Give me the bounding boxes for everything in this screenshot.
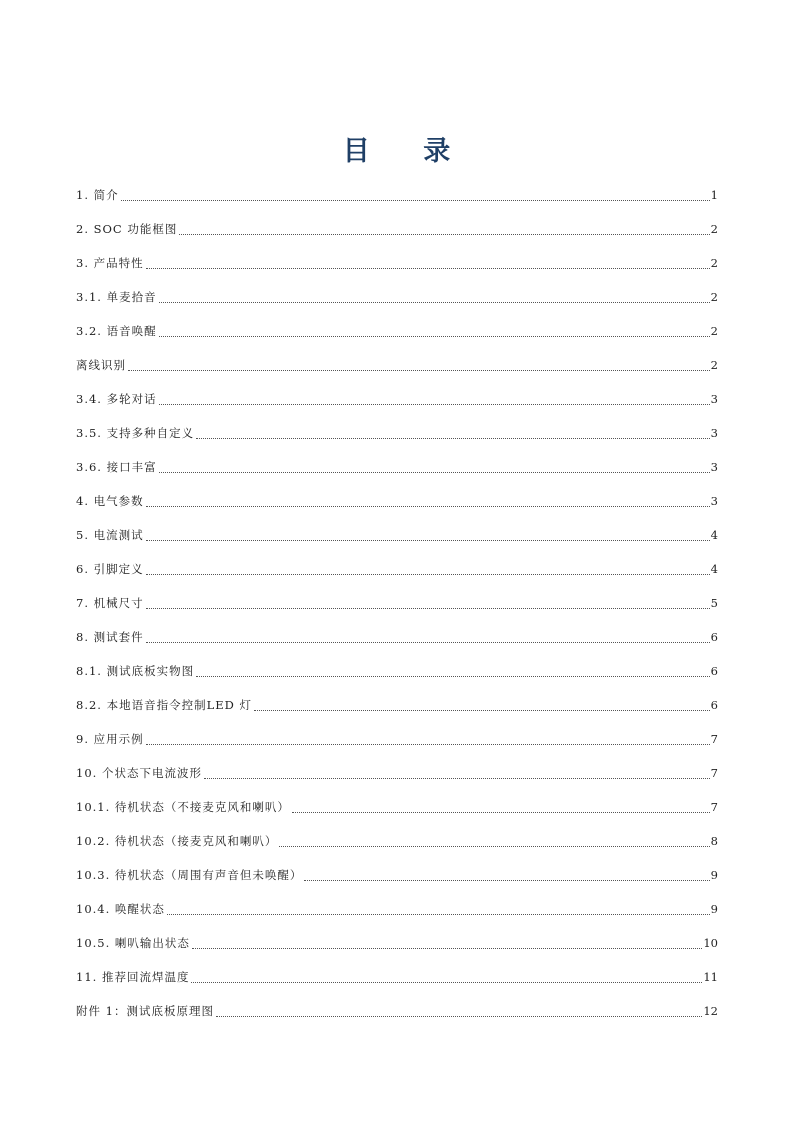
toc-page-number: 6: [710, 630, 718, 644]
toc-entry-label: 8. 测试套件: [76, 630, 144, 644]
toc-entry-label: 7. 机械尺寸: [76, 596, 144, 610]
toc-page-number: 1: [710, 188, 718, 202]
toc-dot-leader: [254, 709, 710, 711]
toc-entry-label: 10. 个状态下电流波形: [76, 766, 202, 780]
toc-dot-leader: [146, 607, 710, 609]
toc-entry-label: 附件 1：测试底板原理图: [76, 1004, 214, 1018]
toc-entry[interactable]: [76, 824, 718, 858]
toc-entry[interactable]: [76, 212, 718, 246]
toc-page-number: 6: [710, 698, 718, 712]
toc-entry[interactable]: [76, 552, 718, 586]
toc-dot-leader: [146, 505, 710, 507]
toc-dot-leader: [196, 437, 710, 439]
toc-dot-leader: [146, 743, 710, 745]
toc-entry[interactable]: [76, 450, 718, 484]
toc-dot-leader: [159, 471, 710, 473]
toc-entry[interactable]: [76, 892, 718, 926]
toc-entry[interactable]: [76, 518, 718, 552]
toc-entry-label: 3.1. 单麦拾音: [76, 290, 157, 304]
toc-dot-leader: [159, 403, 710, 405]
toc-dot-leader: [191, 981, 702, 983]
toc-entry[interactable]: [76, 722, 718, 756]
toc-page-number: 6: [710, 664, 718, 678]
toc-entry[interactable]: [76, 348, 718, 382]
toc-entry[interactable]: [76, 280, 718, 314]
toc-entry[interactable]: [76, 178, 718, 212]
toc-page-number: 9: [710, 868, 718, 882]
toc-dot-leader: [192, 947, 702, 949]
toc-entry[interactable]: [76, 994, 718, 1028]
toc-page-number: 2: [710, 358, 718, 372]
toc-entry[interactable]: [76, 416, 718, 450]
toc-entry-label: 3.5. 支持多种自定义: [76, 426, 195, 440]
toc-page-number: 3: [710, 392, 718, 406]
toc-entry-label: 4. 电气参数: [76, 494, 144, 508]
toc-page-number: 2: [710, 222, 718, 236]
toc-entry-label: 10.5. 喇叭输出状态: [76, 936, 190, 950]
toc-page-number: 11: [703, 970, 718, 984]
toc-entry-label: 8.2. 本地语音指令控制LED 灯: [76, 698, 253, 712]
toc-entry[interactable]: [76, 790, 718, 824]
toc-entry[interactable]: [76, 926, 718, 960]
toc-page-number: 4: [710, 528, 718, 542]
toc-entry[interactable]: [76, 688, 718, 722]
toc-page-number: 2: [710, 256, 718, 270]
toc-dot-leader: [196, 675, 710, 677]
toc-entry[interactable]: [76, 586, 718, 620]
toc-entry-label: 3.4. 多轮对话: [76, 392, 157, 406]
toc-dot-leader: [146, 539, 710, 541]
toc-page-number: 7: [710, 800, 718, 814]
toc-entry-label: 5. 电流测试: [76, 528, 144, 542]
toc-entry[interactable]: [76, 858, 718, 892]
toc-entry[interactable]: [76, 246, 718, 280]
toc-entry-label: 8.1. 测试底板实物图: [76, 664, 195, 678]
toc-page-number: 3: [710, 426, 718, 440]
table-of-contents: [76, 178, 718, 1028]
toc-dot-leader: [216, 1015, 702, 1017]
toc-dot-leader: [121, 199, 710, 201]
toc-entry[interactable]: [76, 484, 718, 518]
toc-entry-label: 9. 应用示例: [76, 732, 144, 746]
toc-entry-label: 离线识别: [76, 358, 126, 372]
toc-page-number: 7: [710, 732, 718, 746]
toc-dot-leader: [179, 233, 709, 235]
toc-page-number: 8: [710, 834, 718, 848]
toc-entry-label: 3. 产品特性: [76, 256, 144, 270]
toc-entry[interactable]: [76, 314, 718, 348]
toc-page-number: 2: [710, 324, 718, 338]
toc-entry-label: 10.1. 待机状态（不接麦克风和喇叭）: [76, 800, 290, 814]
toc-entry-label: 6. 引脚定义: [76, 562, 144, 576]
toc-entry-label: 3.6. 接口丰富: [76, 460, 157, 474]
toc-page-number: 12: [703, 1004, 718, 1018]
toc-page-number: 2: [710, 290, 718, 304]
toc-dot-leader: [128, 369, 710, 371]
toc-page-number: 3: [710, 460, 718, 474]
toc-entry[interactable]: [76, 620, 718, 654]
toc-title: 目 录: [342, 136, 473, 167]
toc-entry-label: 3.2. 语音唤醒: [76, 324, 157, 338]
toc-entry-label: 10.4. 唤醒状态: [76, 902, 165, 916]
toc-dot-leader: [159, 335, 710, 337]
toc-entry[interactable]: [76, 756, 718, 790]
toc-page-number: 5: [710, 596, 718, 610]
toc-page-number: 3: [710, 494, 718, 508]
toc-entry[interactable]: [76, 654, 718, 688]
toc-dot-leader: [304, 879, 709, 881]
toc-page-number: 7: [710, 766, 718, 780]
toc-dot-leader: [292, 811, 710, 813]
toc-dot-leader: [146, 641, 710, 643]
toc-dot-leader: [146, 267, 710, 269]
toc-page-number: 10: [703, 936, 718, 950]
toc-page-number: 9: [710, 902, 718, 916]
toc-dot-leader: [279, 845, 709, 847]
toc-entry-label: 1. 简介: [76, 188, 119, 202]
toc-page-number: 4: [710, 562, 718, 576]
toc-dot-leader: [167, 913, 710, 915]
toc-entry[interactable]: [76, 960, 718, 994]
toc-entry-label: 2. SOC 功能框图: [76, 222, 178, 236]
toc-entry-label: 10.3. 待机状态（周围有声音但未唤醒）: [76, 868, 303, 882]
toc-dot-leader: [204, 777, 710, 779]
toc-entry[interactable]: [76, 382, 718, 416]
toc-dot-leader: [146, 573, 710, 575]
toc-entry-label: 11. 推荐回流焊温度: [76, 970, 190, 984]
toc-dot-leader: [159, 301, 710, 303]
toc-entry-label: 10.2. 待机状态（接麦克风和喇叭）: [76, 834, 278, 848]
